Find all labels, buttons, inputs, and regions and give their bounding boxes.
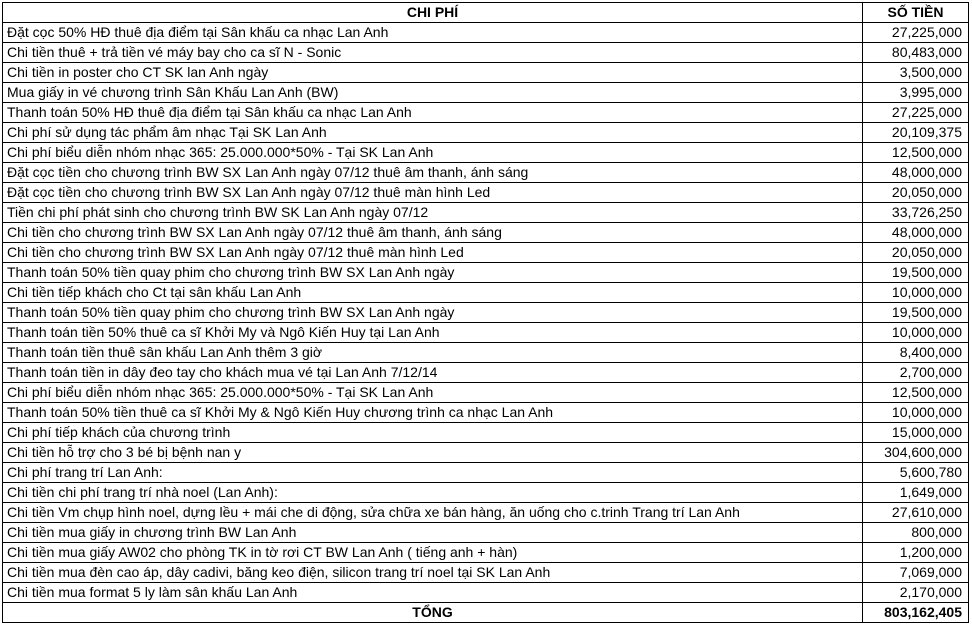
row-amount-cell[interactable]: 48,000,000 bbox=[863, 223, 969, 243]
row-amount-cell[interactable]: 20,050,000 bbox=[863, 243, 969, 263]
total-amount[interactable]: 803,162,405 bbox=[863, 603, 969, 623]
row-description-cell[interactable]: Chi phí trang trí Lan Anh: bbox=[3, 463, 863, 483]
row-amount-cell[interactable]: 2,170,000 bbox=[863, 583, 969, 603]
row-amount-cell[interactable]: 800,000 bbox=[863, 523, 969, 543]
row-amount-cell[interactable]: 10,000,000 bbox=[863, 323, 969, 343]
row-amount-cell[interactable]: 1,649,000 bbox=[863, 483, 969, 503]
table-row bbox=[3, 63, 969, 83]
row-amount-cell[interactable]: 10,000,000 bbox=[863, 403, 969, 423]
row-amount-cell[interactable]: 304,600,000 bbox=[863, 443, 969, 463]
table-row bbox=[3, 23, 969, 43]
row-amount-cell[interactable]: 48,000,000 bbox=[863, 163, 969, 183]
header-row bbox=[3, 3, 969, 23]
row-description-cell[interactable]: Chi phí sử dụng tác phẩm âm nhạc Tại SK Lan Anh bbox=[3, 123, 863, 143]
row-description-cell[interactable]: Chi tiền mua format 5 ly làm sân khấu Lan Anh bbox=[3, 583, 863, 603]
row-amount-cell[interactable]: 1,200,000 bbox=[863, 543, 969, 563]
total-label[interactable]: TỔNG bbox=[3, 603, 863, 623]
expense-table bbox=[2, 2, 969, 623]
table-row bbox=[3, 143, 969, 163]
row-description-cell[interactable]: Thanh toán tiền thuê sân khấu Lan Anh thêm 3 giờ bbox=[3, 343, 863, 363]
row-description-cell[interactable]: Đặt cọc tiền cho chương trình BW SX Lan Anh ngày 07/12 thuê màn hình Led bbox=[3, 183, 863, 203]
row-description-cell[interactable]: Thanh toán 50% tiền quay phim cho chương trình BW SX Lan Anh ngày bbox=[3, 303, 863, 323]
row-amount-cell[interactable]: 20,050,000 bbox=[863, 183, 969, 203]
table-row bbox=[3, 403, 969, 423]
row-amount-cell[interactable]: 10,000,000 bbox=[863, 283, 969, 303]
row-description-cell[interactable]: Đặt cọc 50% HĐ thuê địa điểm tại Sân khấu ca nhạc Lan Anh bbox=[3, 23, 863, 43]
table-row bbox=[3, 103, 969, 123]
row-amount-cell[interactable]: 2,700,000 bbox=[863, 363, 969, 383]
row-description-cell[interactable]: Chi tiền thuê + trả tiền vé máy bay cho ca sĩ N - Sonic bbox=[3, 43, 863, 63]
table-row bbox=[3, 123, 969, 143]
row-description-cell[interactable]: Tiền chi phí phát sinh cho chương trình BW SK Lan Anh ngày 07/12 bbox=[3, 203, 863, 223]
table-row bbox=[3, 83, 969, 103]
table-row bbox=[3, 263, 969, 283]
row-description-cell[interactable]: Mua giấy in vé chương trình Sân Khấu Lan Anh (BW) bbox=[3, 83, 863, 103]
row-amount-cell[interactable]: 15,000,000 bbox=[863, 423, 969, 443]
row-description-cell[interactable]: Chi phí biểu diễn nhóm nhạc 365: 25.000.000*50% - Tại SK Lan Anh bbox=[3, 143, 863, 163]
row-amount-cell[interactable]: 7,069,000 bbox=[863, 563, 969, 583]
table-row bbox=[3, 583, 969, 603]
table-row bbox=[3, 163, 969, 183]
row-amount-cell[interactable]: 3,995,000 bbox=[863, 83, 969, 103]
row-amount-cell[interactable]: 8,400,000 bbox=[863, 343, 969, 363]
row-description-cell[interactable]: Chi phí biểu diễn nhóm nhạc 365: 25.000.000*50% - Tại SK Lan Anh bbox=[3, 383, 863, 403]
row-amount-cell[interactable]: 27,225,000 bbox=[863, 103, 969, 123]
row-description-cell[interactable]: Chi tiền hỗ trợ cho 3 bé bị bệnh nan y bbox=[3, 443, 863, 463]
table-row bbox=[3, 203, 969, 223]
table-row bbox=[3, 503, 969, 523]
row-description-cell[interactable]: Chi tiền mua giấy in chương trình BW Lan Anh bbox=[3, 523, 863, 543]
row-description-cell[interactable]: Chi phí tiếp khách của chương trình bbox=[3, 423, 863, 443]
row-description-cell[interactable]: Chi tiền tiếp khách cho Ct tại sân khấu Lan Anh bbox=[3, 283, 863, 303]
row-amount-cell[interactable]: 12,500,000 bbox=[863, 383, 969, 403]
table-row bbox=[3, 523, 969, 543]
table-row bbox=[3, 563, 969, 583]
row-amount-cell[interactable]: 27,610,000 bbox=[863, 503, 969, 523]
row-description-cell[interactable]: Chi tiền Vm chụp hình noel, dựng lều + mái che di động, sửa chữa xe bán hàng, ăn uống cho c.trinh Trang trí Lan Anh bbox=[3, 503, 863, 523]
table-row bbox=[3, 283, 969, 303]
row-description-cell[interactable]: Chi tiền chi phí trang trí nhà noel (Lan Anh): bbox=[3, 483, 863, 503]
row-amount-cell[interactable]: 27,225,000 bbox=[863, 23, 969, 43]
row-description-cell[interactable]: Thanh toán 50% tiền thuê ca sĩ Khởi My & Ngô Kiến Huy chương trình ca nhạc Lan Anh bbox=[3, 403, 863, 423]
table-row bbox=[3, 443, 969, 463]
header-description[interactable]: CHI PHÍ bbox=[3, 3, 863, 23]
table-row bbox=[3, 483, 969, 503]
table-row bbox=[3, 43, 969, 63]
table-row bbox=[3, 463, 969, 483]
row-amount-cell[interactable]: 33,726,250 bbox=[863, 203, 969, 223]
row-description-cell[interactable]: Thanh toán 50% HĐ thuê địa điểm tại Sân khấu ca nhạc Lan Anh bbox=[3, 103, 863, 123]
table-row bbox=[3, 383, 969, 403]
row-description-cell[interactable]: Đặt cọc tiền cho chương trình BW SX Lan Anh ngày 07/12 thuê âm thanh, ánh sáng bbox=[3, 163, 863, 183]
row-description-cell[interactable]: Chi tiền mua giấy AW02 cho phòng TK in tờ rơi CT BW Lan Anh ( tiếng anh + hàn) bbox=[3, 543, 863, 563]
table-row bbox=[3, 223, 969, 243]
total-row bbox=[3, 603, 969, 623]
row-amount-cell[interactable]: 20,109,375 bbox=[863, 123, 969, 143]
row-amount-cell[interactable]: 3,500,000 bbox=[863, 63, 969, 83]
row-description-cell[interactable]: Chi tiền cho chương trình BW SX Lan Anh ngày 07/12 thuê âm thanh, ánh sáng bbox=[3, 223, 863, 243]
row-description-cell[interactable]: Chi tiền cho chương trình BW SX Lan Anh ngày 07/12 thuê màn hình Led bbox=[3, 243, 863, 263]
row-description-cell[interactable]: Thanh toán tiền 50% thuê ca sĩ Khởi My và Ngô Kiến Huy tại Lan Anh bbox=[3, 323, 863, 343]
row-amount-cell[interactable]: 80,483,000 bbox=[863, 43, 969, 63]
row-description-cell[interactable]: Chi tiền mua đèn cao áp, dây cadivi, băng keo điện, silicon trang trí noel tại SK Lan Anh bbox=[3, 563, 863, 583]
row-description-cell[interactable]: Chi tiền in poster cho CT SK lan Anh ngày bbox=[3, 63, 863, 83]
table-row bbox=[3, 183, 969, 203]
header-amount[interactable]: SỐ TIỀN bbox=[863, 3, 969, 23]
row-amount-cell[interactable]: 5,600,780 bbox=[863, 463, 969, 483]
table-row bbox=[3, 543, 969, 563]
row-amount-cell[interactable]: 19,500,000 bbox=[863, 303, 969, 323]
table-row bbox=[3, 243, 969, 263]
row-description-cell[interactable]: Thanh toán 50% tiền quay phim cho chương trình BW SX Lan Anh ngày bbox=[3, 263, 863, 283]
table-row bbox=[3, 343, 969, 363]
row-description-cell[interactable]: Thanh toán tiền in dây đeo tay cho khách mua vé tại Lan Anh 7/12/14 bbox=[3, 363, 863, 383]
row-amount-cell[interactable]: 19,500,000 bbox=[863, 263, 969, 283]
table-row bbox=[3, 423, 969, 443]
table-row bbox=[3, 303, 969, 323]
row-amount-cell[interactable]: 12,500,000 bbox=[863, 143, 969, 163]
table-row bbox=[3, 323, 969, 343]
table-row bbox=[3, 363, 969, 383]
